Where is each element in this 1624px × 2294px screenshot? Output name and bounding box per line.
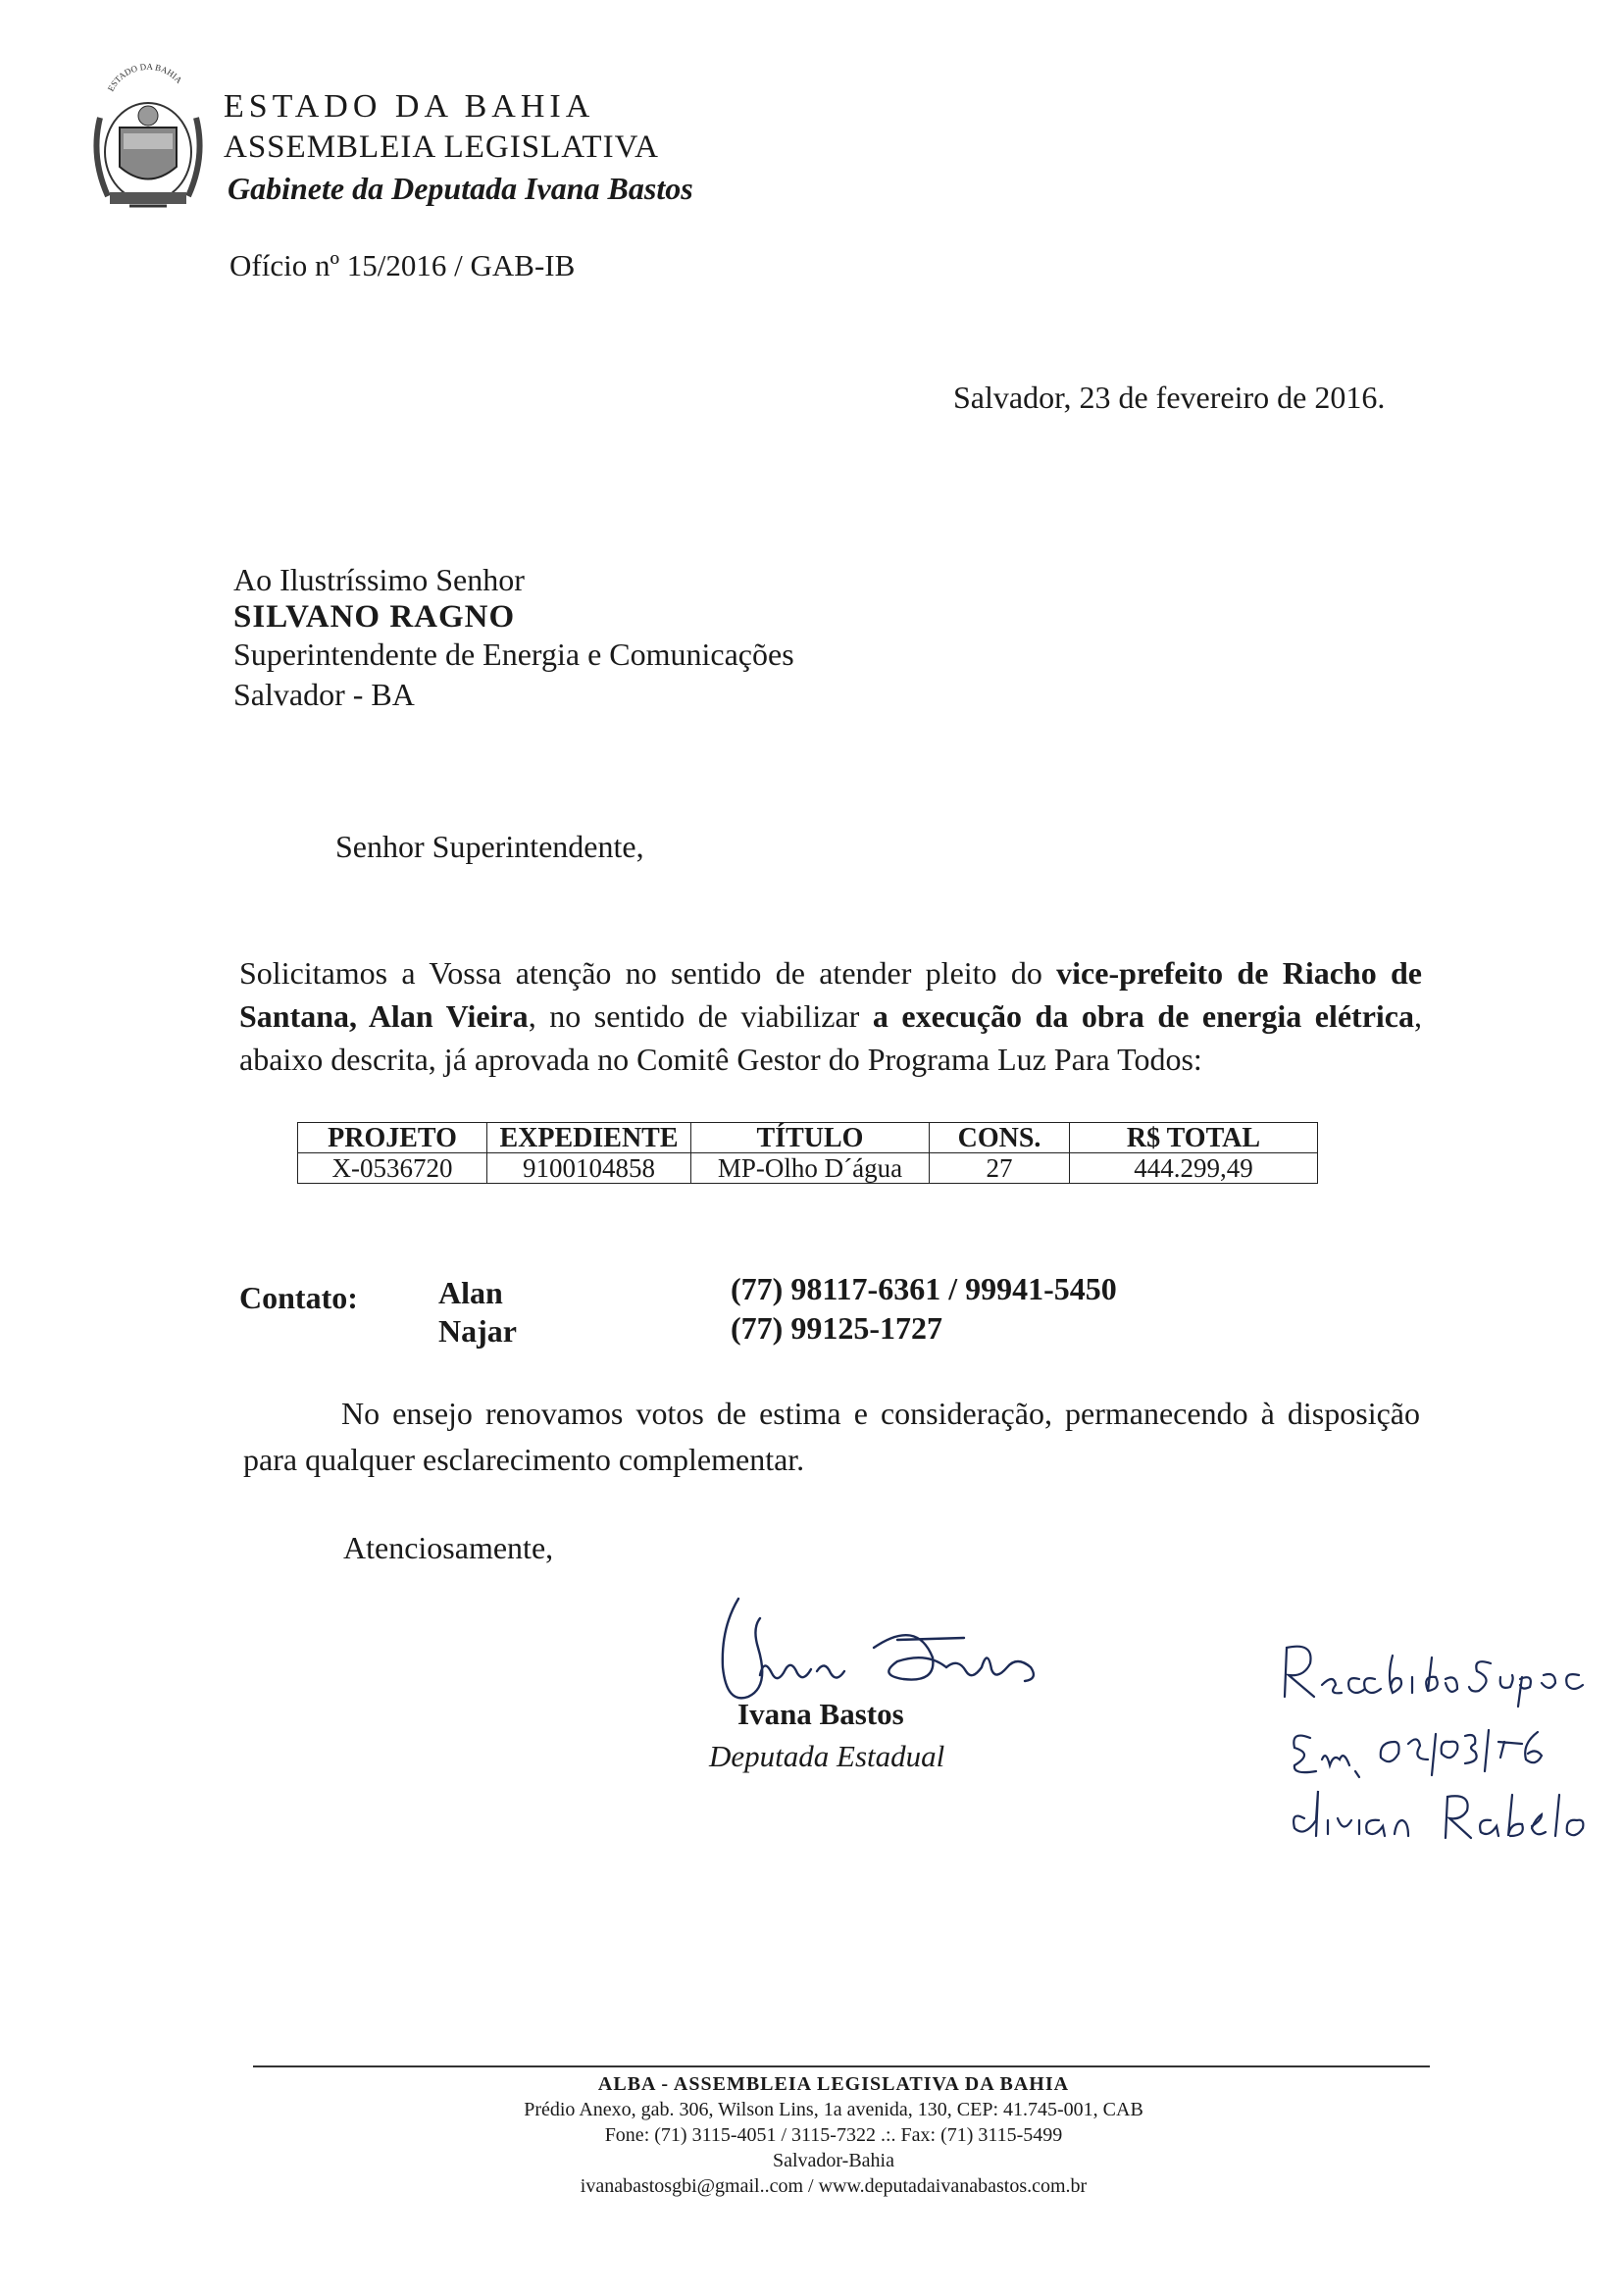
sign-off: Atenciosamente, bbox=[343, 1530, 554, 1565]
table-row bbox=[298, 1153, 1318, 1184]
footer-title: ALBA - ASSEMBLEIA LEGISLATIVA DA BAHIA bbox=[597, 2073, 1070, 2095]
recipient-name: SILVANO RAGNO bbox=[233, 599, 516, 635]
header-state: ESTADO DA BAHIA bbox=[224, 88, 595, 125]
header-assembly: ASSEMBLEIA LEGISLATIVA bbox=[224, 129, 659, 165]
table-header: EXPEDIENTE bbox=[487, 1123, 691, 1153]
table-cell: 444.299,49 bbox=[1070, 1153, 1318, 1184]
footer-phone: Fone: (71) 3115-4051 / 3115-7322 .:. Fax: (71) 3115-5499 bbox=[604, 2124, 1063, 2146]
table-cell: X-0536720 bbox=[298, 1153, 487, 1184]
state-coat-of-arms-icon bbox=[80, 59, 216, 216]
contact-name: Najar bbox=[438, 1313, 517, 1349]
signer-title: Deputada Estadual bbox=[709, 1739, 945, 1773]
recipient-title: Superintendente de Energia e Comunicações bbox=[233, 637, 794, 672]
contact-label: Contato: bbox=[239, 1280, 358, 1315]
body-paragraph bbox=[239, 951, 1422, 1081]
closing-paragraph: No ensejo renovamos votos de estima e consideração, permanecendo à disposição para qualquer esclarecimento complementar. bbox=[243, 1396, 1420, 1477]
contact-name: Alan bbox=[438, 1275, 503, 1310]
table-cell: MP-Olho D´água bbox=[691, 1153, 930, 1184]
letter-date: Salvador, 23 de fevereiro de 2016. bbox=[953, 380, 1386, 415]
contact-phone: (77) 98117-6361 / 99941-5450 bbox=[731, 1271, 1117, 1306]
project-table bbox=[297, 1122, 1318, 1184]
body-text-3: , abaixo descrita, já aprovada no Comitê Gestor do Programa Luz Para Todos: bbox=[239, 998, 1423, 1077]
body-bold-2: a execução da obra de energia elétrica bbox=[872, 998, 1415, 1034]
stamp-text-1: Recebido Supec bbox=[1265, 1861, 1272, 1862]
body-text-2: , no sentido de viabilizar bbox=[528, 998, 873, 1034]
table-header-row bbox=[298, 1123, 1318, 1153]
footer-city: Salvador-Bahia bbox=[772, 2150, 894, 2171]
footer-divider bbox=[253, 2065, 1430, 2067]
body-text-1: Solicitamos a Vossa atenção no sentido de atender pleito do bbox=[239, 955, 1057, 991]
body-bold-1: vice-prefeito de Riacho de Santana, Alan Vieira bbox=[239, 955, 1423, 1034]
signer-name: Ivana Bastos bbox=[737, 1697, 904, 1731]
footer-address: Prédio Anexo, gab. 306, Wilson Lins, 1a avenida, 130, CEP: 41.745-001, CAB bbox=[524, 2099, 1143, 2120]
table-header: PROJETO bbox=[298, 1123, 487, 1153]
footer bbox=[294, 2071, 1373, 2199]
table-header: TÍTULO bbox=[691, 1123, 930, 1153]
table-header: R$ TOTAL bbox=[1070, 1123, 1318, 1153]
header-office: Gabinete da Deputada Ivana Bastos bbox=[228, 171, 693, 206]
recipient-city: Salvador - BA bbox=[233, 677, 415, 712]
crest-text: ESTADO DA BAHIA bbox=[105, 61, 184, 93]
table-header: CONS. bbox=[930, 1123, 1070, 1153]
table-cell: 9100104858 bbox=[487, 1153, 691, 1184]
handwritten-receipt-note bbox=[1265, 1628, 1599, 1863]
table-cell: 27 bbox=[930, 1153, 1070, 1184]
salutation: Senhor Superintendente, bbox=[335, 829, 644, 864]
contact-phone: (77) 99125-1727 bbox=[731, 1310, 942, 1346]
recipient-greeting: Ao Ilustríssimo Senhor bbox=[233, 562, 525, 597]
footer-contact: ivanabastosgbi@gmail..com / www.deputadaivanabastos.com.br bbox=[580, 2175, 1088, 2197]
reference-number: Ofício nº 15/2016 / GAB-IB bbox=[229, 248, 576, 282]
